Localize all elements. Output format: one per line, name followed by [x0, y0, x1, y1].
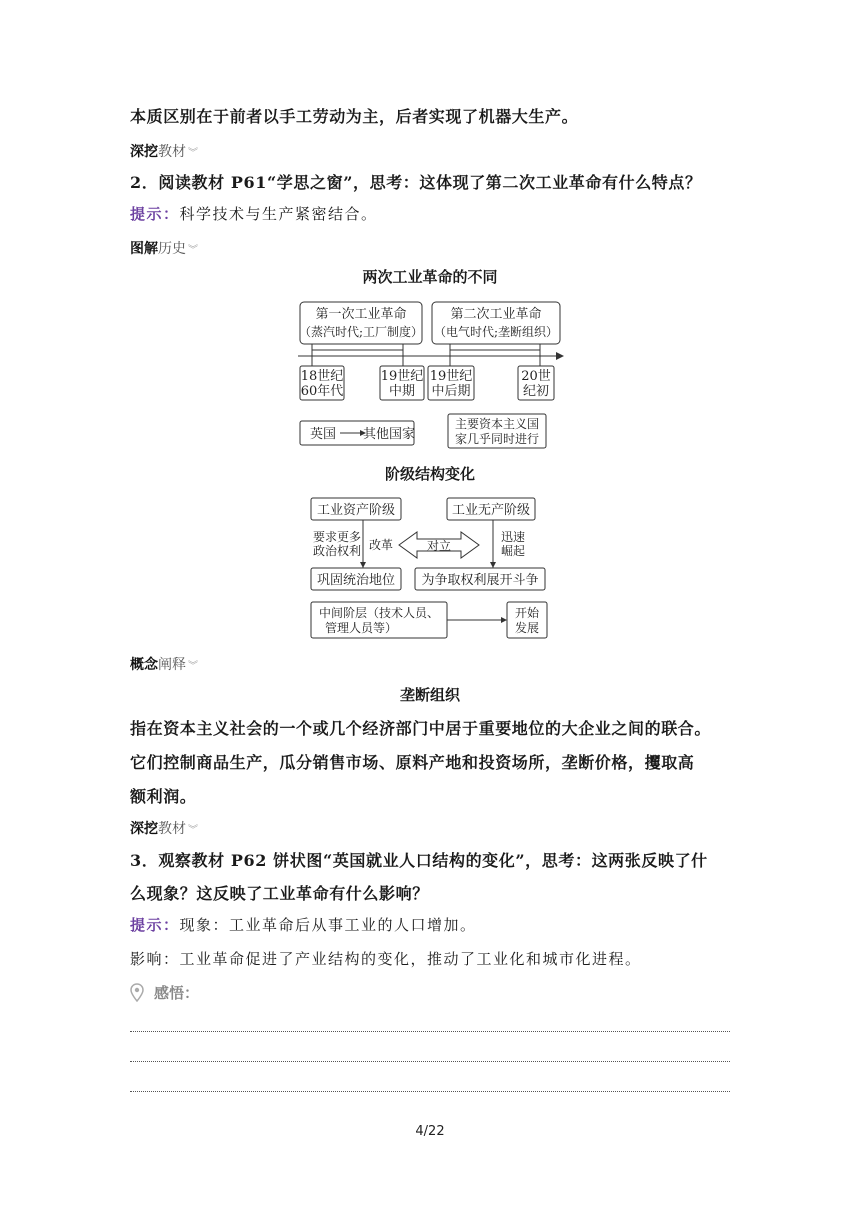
time-label: 19世纪: [380, 369, 424, 384]
reflection-heading: [130, 982, 199, 1003]
concept-line-3: 额利润。: [130, 787, 197, 806]
hint-label: 提示：: [130, 916, 180, 934]
concept-line-1: 指在资本主义社会的一个或几个经济部门中居于重要地位的大企业之间的联合。: [130, 719, 712, 738]
question-3-line1: 3．观察教材 P62 饼状图“英国就业人口结构的变化”，思考：这两张反映了什: [130, 851, 708, 870]
second-revolution-name: 第二次工业革命: [450, 307, 542, 322]
hint-answer-2: [130, 203, 378, 224]
chevron-down-icon: ︾: [188, 245, 198, 256]
bourgeoisie-label: 工业资产阶级: [316, 503, 396, 518]
chevron-down-icon: ︾: [188, 825, 198, 836]
spread-second-line1: 主要资本主义国: [454, 417, 540, 431]
demand-line2: 政治权利: [312, 544, 362, 558]
rise-line2: 崛起: [500, 544, 526, 558]
develop-line1: 开始: [514, 606, 540, 620]
section-tag-dig-textbook: [130, 141, 198, 161]
timeline-arrowhead: [556, 352, 564, 360]
develop-line2: 发展: [514, 621, 540, 635]
writing-line[interactable]: [130, 1061, 730, 1062]
section-tag-weak: 阐释: [158, 657, 186, 673]
time-label: 19世纪: [429, 369, 473, 384]
writing-line[interactable]: [130, 1031, 730, 1032]
section-tag-weak: 教材: [158, 821, 186, 837]
hint-answer-3: [130, 914, 477, 935]
section-tag-dig-textbook: [130, 818, 198, 838]
section-tag-concept: [130, 654, 198, 674]
time-label: 20世: [521, 369, 551, 384]
paragraph-text: 本质区别在于前者以手工劳动为主，后者实现了机器大生产。: [130, 107, 579, 126]
middle-line1: 中间阶层（技术人员、: [318, 606, 440, 620]
chevron-down-icon: ︾: [188, 148, 198, 159]
section-tag-strong: 深挖: [130, 821, 158, 837]
oppose-label: 对立: [426, 539, 452, 553]
time-label: 60年代: [300, 384, 344, 399]
demand-line1: 要求更多: [312, 530, 362, 544]
writing-line[interactable]: [130, 1091, 730, 1092]
section-tag-diagram-history: [130, 238, 198, 258]
diagram-title-class-structure: 阶级结构变化: [384, 465, 475, 483]
spread-origin: 英国: [309, 427, 337, 442]
hint-answer-3-line2: 影响：工业革命促进了产业结构的变化，推动了工业化和城市化进程。: [130, 950, 642, 968]
consolidate-label: 巩固统治地位: [316, 573, 396, 588]
reform-label: 改革: [368, 538, 394, 552]
industrial-revolutions-diagram: [290, 296, 575, 454]
location-pin-icon: [130, 983, 144, 1003]
diagram-title-revolutions: 两次工业革命的不同: [362, 268, 498, 286]
spread-target: 其他国家: [362, 427, 416, 442]
question-3-line2: 么现象？这反映了工业革命有什么影响？: [130, 884, 429, 903]
section-tag-strong: 深挖: [130, 144, 158, 160]
spread-second-line2: 家几乎同时进行: [454, 432, 540, 446]
first-revolution-name: 第一次工业革命: [315, 307, 407, 322]
hint-text: 现象：工业革命后从事工业的人口增加。: [179, 916, 477, 934]
first-revolution-sub: （蒸汽时代;工厂制度）: [298, 325, 424, 339]
section-tag-strong: 图解: [130, 241, 158, 257]
chevron-down-icon: ︾: [188, 661, 198, 672]
time-label: 中期: [388, 384, 416, 399]
question-2: 2．阅读教材 P61“学思之窗”，思考：这体现了第二次工业革命有什么特点？: [130, 173, 702, 192]
time-label: 18世纪: [300, 369, 344, 384]
section-tag-weak: 历史: [158, 241, 186, 257]
concept-line-2: 它们控制商品生产，瓜分销售市场、原料产地和投资场所，垄断价格，攫取高: [130, 753, 695, 772]
hint-label: 提示：: [130, 205, 180, 223]
time-label: 中后期: [431, 384, 471, 399]
time-label: 纪初: [522, 384, 550, 399]
rise-line1: 迅速: [500, 530, 526, 544]
hint-text: 科学技术与生产紧密结合。: [179, 205, 378, 223]
middle-line2: 管理人员等）: [324, 621, 398, 635]
second-revolution-sub: （电气时代;垄断组织）: [433, 325, 559, 339]
proletariat-label: 工业无产阶级: [451, 503, 531, 518]
section-tag-strong: 概念: [130, 657, 158, 673]
class-structure-diagram: [305, 492, 555, 642]
page-number: 4/22: [415, 1124, 445, 1139]
concept-title: 垄断组织: [399, 686, 460, 704]
section-tag-weak: 教材: [158, 144, 186, 160]
reflection-label: 感悟：: [154, 984, 200, 1002]
struggle-label: 为争取权利展开斗争: [421, 573, 539, 588]
